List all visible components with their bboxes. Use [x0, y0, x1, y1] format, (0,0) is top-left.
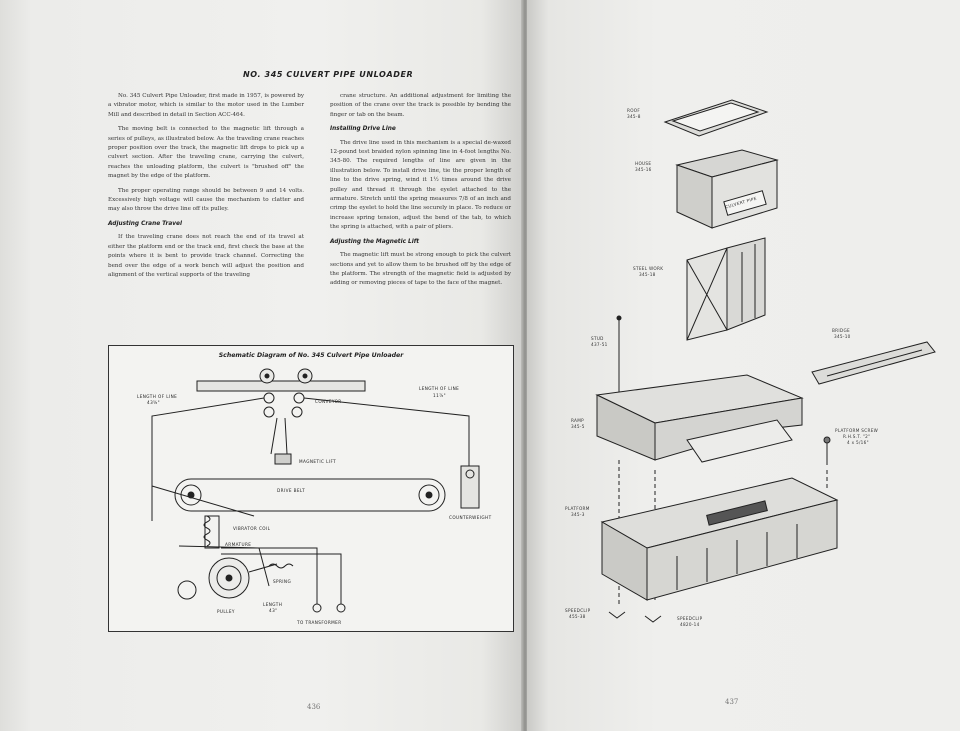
- part-size-screw: 4 x 5/16": [847, 440, 869, 445]
- part-number-stud: 437-51: [591, 342, 608, 347]
- part-label-roof: ROOF: [627, 108, 641, 113]
- label-spring: SPRING: [273, 579, 292, 584]
- part-label-speedclip-left: SPEEDCLIP: [565, 608, 591, 613]
- part-number-ramp: 345-5: [571, 424, 585, 429]
- paragraph: The moving belt is connected to the magnetic lift through a series of pulleys, as illustrated below. As the traveling crane reaches proper position over the track, the magnetic lift drops to pick up a culvert section. After the traveling crane, carrying the culvert, reaches the unloading platform, the culvert is "brushed off" the magnet by the edge of the platform.: [108, 126, 304, 180]
- label-length-right: LENGTH OF LINE: [419, 386, 460, 391]
- part-label-bridge: BRIDGE: [832, 328, 850, 333]
- section-heading-magnetic-lift: Adjusting the Magnetic Lift: [330, 238, 419, 245]
- section-heading-crane-travel: Adjusting Crane Travel: [108, 220, 182, 227]
- part-label-speedclip-right: SPEEDCLIP: [677, 616, 703, 621]
- label-vibrator-coil: VIBRATOR COIL: [233, 526, 271, 531]
- text-column-right: [330, 92, 511, 294]
- part-label-house: HOUSE: [635, 161, 652, 166]
- label-drive-belt: DRIVE BELT: [277, 488, 306, 493]
- label-pulley: PULLEY: [217, 609, 235, 614]
- part-number-speedclip-right: 4820-14: [680, 622, 700, 627]
- paragraph: The drive line used in this mechanism is a special de-waxed 12-pound test braided nylon spinning line in 4-foot lengths No. 345-80. The required lengths of line are given in the illustration below. To install drive line, tie the proper length of line to the drive spring, wind it 1½ times around the drive pulley and thread it through the eyelet attached to the armature. Stretch until the spring measures 7/8 of an inch and crimp the eyelet to hold the line securely in place. To reduce or increase spring tension, adjust the bend of the tab, to which the spring is attached, with a pair of pliers.: [330, 139, 511, 231]
- diagram-title: Schematic Diagram of No. 345 Culvert Pipe Unloader: [218, 352, 404, 359]
- part-number-steelwork: 345-18: [639, 272, 656, 277]
- schematic-diagram: [108, 345, 514, 632]
- page-number-right: 437: [725, 698, 739, 706]
- page-title: NO. 345 CULVERT PIPE UNLOADER: [243, 70, 414, 79]
- text-column-left: [108, 92, 304, 285]
- label-length-bottom-value: 43": [269, 608, 278, 613]
- label-length-left: LENGTH OF LINE: [137, 394, 178, 399]
- part-number-bridge: 345-10: [834, 334, 851, 339]
- part-number-platform: 345-3: [571, 512, 585, 517]
- exploded-parts-drawing: [527, 0, 960, 731]
- paragraph: crane structure. An additional adjustment for limiting the position of the crane over the track is possible by bending the finger or tab on the beam.: [330, 93, 511, 118]
- part-label-screw: PLATFORM SCREW: [835, 428, 879, 433]
- part-number-roof: 345-8: [627, 114, 641, 119]
- right-page: [527, 0, 960, 731]
- paragraph: If the traveling crane does not reach the end of its travel at either the platform end or the track end, first check the base at the points where it is bent to provide track channel. Correcting the bend over the edge of a work bench will adjust the position and alignment of the vertical supports of the traveling: [108, 234, 304, 278]
- schematic-drawing: [109, 346, 513, 631]
- part-label-ramp: RAMP: [571, 418, 584, 423]
- section-heading-drive-line: Installing Drive Line: [330, 126, 396, 133]
- label-counterweight: COUNTERWEIGHT: [449, 515, 492, 520]
- part-label-stud: STUD: [591, 336, 604, 341]
- page-number-left: 436: [307, 703, 321, 711]
- label-conveyor: CONVEYOR: [315, 399, 342, 404]
- paragraph: The proper operating range should be between 9 and 14 volts. Excessively high voltage will cause the mechanism to clatter and may also throw the drive line off its pulley.: [108, 187, 304, 213]
- house-sign-text: CULVERT PIPE: [724, 195, 758, 210]
- label-magnetic-lift: MAGNETIC LIFT: [299, 459, 337, 464]
- label-length-bottom: LENGTH: [263, 602, 283, 607]
- part-number-speedclip-left: 455-38: [569, 614, 586, 619]
- part-label-steelwork: STEEL WORK: [633, 266, 664, 271]
- part-label-platform: PLATFORM: [565, 506, 590, 511]
- part-number-house: 345-16: [635, 167, 652, 172]
- paragraph: The magnetic lift must be strong enough to pick the culvert sections and yet to allow them to be brushed off by the edge of the platform. The strength of the magnetic field is adjusted by adding or removing pieces of tape to the face of the magnet.: [330, 252, 511, 287]
- label-armature: ARMATURE: [225, 542, 252, 547]
- part-spec-screw: R.H.S.T. "2": [843, 434, 871, 439]
- paragraph: No. 345 Culvert Pipe Unloader, first made in 1957, is powered by a vibrator motor, which is similar to the motor used in the Lumber Mill and described in detail in Section ACC-464.: [108, 93, 304, 118]
- label-length-right-value: 11⅞": [433, 393, 446, 398]
- label-length-left-value: 43⅝": [147, 400, 160, 405]
- label-to-transformer: TO TRANSFORMER: [297, 620, 342, 625]
